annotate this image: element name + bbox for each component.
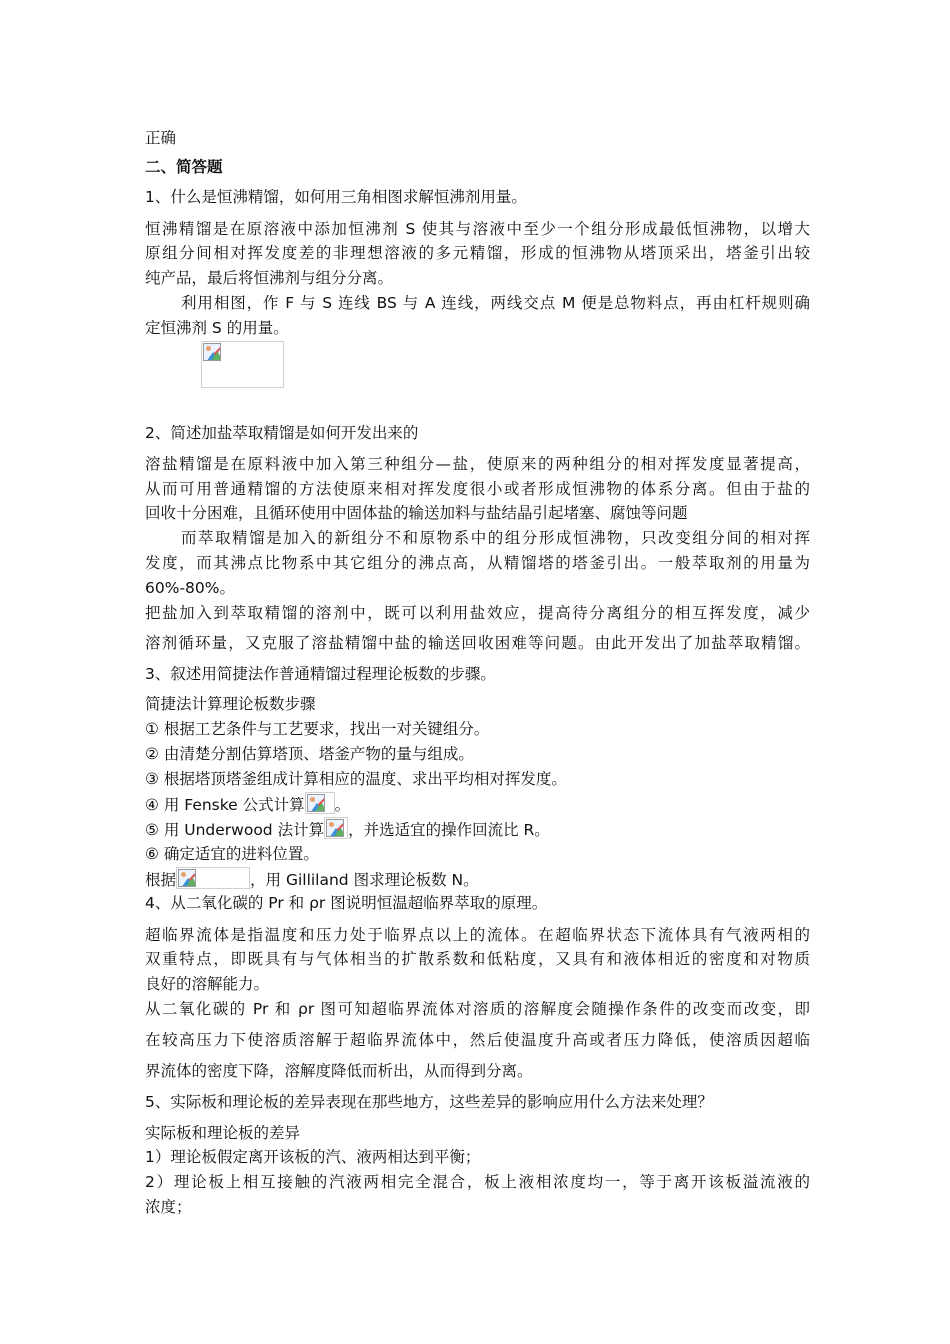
- broken-image-icon: [178, 869, 196, 887]
- question-4: 4、从二氧化碳的 Pr 和 ρr 图说明恒温超临界萃取的原理。: [145, 894, 548, 912]
- paragraph: 回收十分困难，且循环使用中固体盐的输送加料与盐结晶引起堵塞、腐蚀等问题: [145, 504, 688, 522]
- broken-image-icon: [326, 819, 344, 837]
- underwood-formula-image: [324, 817, 348, 839]
- phase-diagram-image: [201, 341, 284, 388]
- paragraph: 溶盐精馏是在原料液中加入第三种组分—盐，使原来的两种组分的相对挥发度显著提高，: [145, 455, 810, 473]
- broken-image-icon: [307, 794, 325, 812]
- question-2: 2、简述加盐萃取精馏是如何开发出来的: [145, 424, 419, 442]
- paragraph: 定恒沸剂 S 的用量。: [145, 319, 289, 337]
- fenske-formula-image: [305, 792, 335, 814]
- paragraph: 良好的溶解能力。: [145, 975, 270, 993]
- paragraph: 发度，而其沸点比物系中其它组分的沸点高，从精馏塔的塔釜引出。一般萃取剂的用量为: [145, 554, 810, 572]
- paragraph: 纯产品，最后将恒沸剂与组分分离。: [145, 269, 394, 287]
- paragraph: 在较高压力下使溶质溶解于超临界流体中，然后使温度升高或者压力降低，使溶质因超临: [145, 1031, 810, 1049]
- paragraph: 简捷法计算理论板数步骤: [145, 695, 316, 713]
- list-item: 2）理论板上相互接触的汽液两相完全混合，板上液相浓度均一，等于离开该板溢流液的: [145, 1173, 810, 1191]
- step-5: [145, 817, 810, 841]
- paragraph: 而萃取精馏是加入的新组分不和原物系中的组分形成恒沸物，只改变组分间的相对挥: [181, 529, 810, 547]
- paragraph: 把盐加入到萃取精馏的溶剂中，既可以利用盐效应，提高待分离组分的相互挥发度，减少: [145, 604, 810, 622]
- paragraph: 恒沸精馏是在原溶液中添加恒沸剂 S 使其与溶液中至少一个组分形成最低恒沸物，以增大: [145, 220, 810, 238]
- step-6: ⑥ 确定适宜的进料位置。: [145, 845, 319, 863]
- gilliland-param-image: [176, 867, 250, 889]
- paragraph: 双重特点，即既具有与气体相当的扩散系数和低粘度，又具有和液体相近的密度和对物质: [145, 950, 810, 968]
- paragraph: 利用相图，作 F 与 S 连线 BS 与 A 连线，两线交点 M 便是总物料点，再由杠杆规则确: [181, 294, 810, 312]
- paragraph: 实际板和理论板的差异: [145, 1124, 301, 1142]
- paragraph: 原组分间相对挥发度差的非理想溶液的多元精馏，形成的恒沸物从塔顶采出，塔釜引出较: [145, 244, 810, 262]
- question-5: 5、实际板和理论板的差异表现在那些地方，这些差异的影响应用什么方法来处理？: [145, 1093, 713, 1111]
- step-4-end: 。: [334, 796, 351, 814]
- step-4-text: ④ 用 Fenske 公式计算: [145, 796, 305, 814]
- section-heading: 二、简答题: [145, 158, 223, 176]
- paragraph: 界流体的密度下降，溶解度降低而析出，从而得到分离。: [145, 1062, 533, 1080]
- paragraph: 60%-80%。: [145, 579, 235, 597]
- step-7: [145, 867, 810, 891]
- step-1: ① 根据工艺条件与工艺要求，找出一对关键组分。: [145, 720, 490, 738]
- paragraph: 正确: [145, 129, 177, 147]
- step-2: ② 由清楚分割估算塔顶、塔釜产物的量与组成。: [145, 745, 474, 763]
- paragraph: 从二氧化碳的 Pr 和 ρr 图可知超临界流体对溶质的溶解度会随操作条件的改变而改变，即: [145, 1000, 810, 1018]
- question-3: 3、叙述用简捷法作普通精馏过程理论板数的步骤。: [145, 665, 496, 683]
- step-4: [145, 792, 810, 816]
- paragraph: 从而可用普通精馏的方法使原来相对挥发度很小或者形成恒沸物的体系分离。但由于盐的: [145, 480, 810, 498]
- paragraph: 超临界流体是指温度和压力处于临界点以上的流体。在超临界状态下流体具有气液两相的: [145, 926, 810, 944]
- step-5-text: ⑤ 用 Underwood 法计算: [145, 821, 325, 839]
- list-item: 1）理论板假定离开该板的汽、液两相达到平衡；: [145, 1148, 481, 1166]
- broken-image-icon: [203, 343, 221, 361]
- paragraph: 溶剂循环量，又克服了溶盐精馏中盐的输送回收困难等问题。由此开发出了加盐萃取精馏。: [145, 634, 810, 652]
- step-7-end: ，用 Gilliland 图求理论板数 N。: [250, 871, 479, 889]
- question-1: 1、什么是恒沸精馏，如何用三角相图求解恒沸剂用量。: [145, 188, 527, 206]
- step-5-end: ，并选适宜的操作回流比 R。: [348, 821, 550, 839]
- step-7-text: 根据: [145, 871, 177, 889]
- step-3: ③ 根据塔顶塔釜组成计算相应的温度、求出平均相对挥发度。: [145, 770, 567, 788]
- list-item: 浓度；: [145, 1198, 192, 1216]
